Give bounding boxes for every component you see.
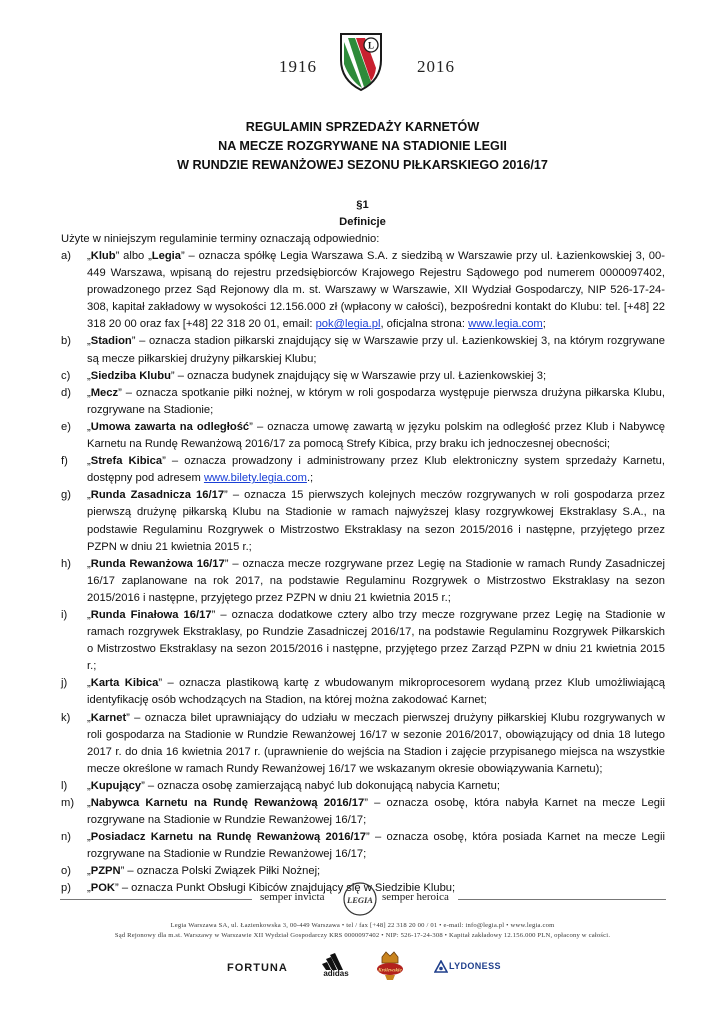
quote-open: „: [87, 608, 91, 621]
year-left: 1916: [279, 57, 317, 76]
item-marker: k): [61, 711, 71, 724]
footer-registry-line: Sąd Rejonowy dla m.st. Warszawy w Warszawie XII Wydział Gospodarczy KRS 0000097402 • NIP: 526-17-24-308 • Kapitał zakładowy 12.156.000 PLN, opłacony w całości.: [114, 932, 611, 939]
quote-open: „: [87, 369, 91, 382]
term-pzpn: PZPN: [90, 865, 121, 878]
term-umowa: Umowa zawarta na odległość: [90, 420, 250, 433]
definition-text: ” – oznacza plastikową kartę z wbudowanym mikroprocesorem wydaną przez Klub umożliwiającą identyfikację osób wchodzących na Stadion, na której można zakodować Karnet;: [87, 677, 665, 707]
item-marker: p): [61, 882, 71, 895]
term-karnet: Karnet: [90, 711, 127, 724]
website-link[interactable]: www.legia.com: [468, 318, 543, 331]
definition-text: ” – oznacza bilet uprawniający do udziału w meczach pierwszej drużyny piłkarskiej Klubu rozgrywanych w roli gospodarza na Stadionie w Rundzie Rewanżowej 16/17 w sezonie 2016/2017, obowiązujący od dnia 18 lutego 2017 r. do dnia 16 kwietnia 2017 r. (uprawnienie do wejścia na Stadion i zajęcie przypisanego miejsca na wszystkie mecze określone w ramach Rundy Rewanżowej 16/17 we wskazanym okresie obowiązywania Karnetu);: [87, 711, 665, 775]
quote-open: „: [87, 250, 91, 262]
definition-item-j: [61, 675, 665, 709]
item-marker: e): [61, 420, 71, 433]
term-legia: Legia: [151, 250, 182, 262]
quote-open: „: [87, 489, 91, 502]
adidas-stripes-icon: [316, 952, 356, 970]
title-line-3: W RUNDZIE REWANŻOWEJ SEZONU PIŁKARSKIEGO 2016/17: [177, 158, 548, 172]
quote-open: „: [87, 711, 91, 724]
section-number: §1: [356, 199, 369, 211]
quote-open: „: [87, 779, 91, 792]
quote-open: „: [87, 335, 91, 348]
definition-item-g: [61, 487, 665, 555]
definition-text: ” – oznacza Polski Związek Piłki Nożnej;: [120, 865, 321, 878]
term-karta-kibica: Karta Kibica: [90, 677, 159, 690]
motto-left: semper invicta: [260, 891, 325, 903]
definition-text: ” – oznacza osobę, która posiada Karnet na mecze Legii rozgrywane na Stadionie w Rundzie Rewanżowej 16/17;: [87, 831, 665, 861]
definition-item-d: [61, 385, 665, 419]
term-stadion: Stadion: [90, 335, 132, 348]
definition-text: ” – oznacza osobę, która nabyła Karnet na mecze Legii rozgrywane na Stadionie w Rundzie Rewanżowej 16/17;: [87, 797, 665, 827]
lyoness-emblem-icon: [434, 960, 448, 974]
sponsor-adidas-logo: [316, 952, 356, 980]
definitions-list: [61, 248, 665, 898]
definition-end: .;: [306, 472, 314, 485]
item-marker: o): [61, 865, 71, 878]
definition-item-f: [61, 453, 665, 487]
definition-item-h: [61, 556, 665, 607]
item-marker: d): [61, 386, 71, 399]
title-line-1: REGULAMIN SPRZEDAŻY KARNETÓW: [245, 120, 480, 134]
definition-text: ” – oznacza spotkanie piłki nożnej, w którym w roli gospodarza występuje pierwsza drużyna piłkarska Klubu, rozgrywane na Stadionie;: [87, 386, 665, 416]
section-heading: Definicje: [339, 216, 386, 228]
tickets-link[interactable]: www.bilety.legia.com: [203, 472, 307, 485]
krolewskie-wordmark: Królewskie: [378, 967, 402, 974]
term-siedziba-klubu: Siedziba Klubu: [90, 369, 171, 382]
definition-item-c: [61, 368, 665, 385]
lyoness-wordmark: LYDONESS: [449, 961, 501, 971]
definition-item-o: [61, 863, 665, 880]
definition-text: ” – oznacza osobę zamierzającą nabyć lub dokonującą nabycia Karnetu;: [141, 779, 500, 792]
year-right: 2016: [417, 57, 455, 76]
item-marker: j): [61, 677, 68, 690]
definition-text: ” – oznacza dodatkowe cztery albo trzy mecze rozgrywane przez Legię na Stadionie w ramach rozgrywek Ekstraklasy, po Rundzie Zasadniczej 2016/17, na podstawie Regulaminu Rozgrywek Piłkarskich o Mistrzostwo Ekstraklasy na sezon 2015/2016 i następne, przyjętego przez Zarząd PZPN w dniu 21 kwietnia 2015 r.;: [87, 608, 665, 673]
item-marker: n): [61, 831, 71, 844]
footer-divider-left: [60, 899, 252, 900]
quote-open: „: [87, 677, 91, 690]
crest-letter: L: [367, 40, 375, 51]
quote-open: „: [87, 882, 91, 895]
motto-right: semper heroica: [382, 891, 449, 903]
item-marker: i): [61, 608, 68, 621]
item-marker: h): [61, 557, 71, 570]
adidas-wordmark: adidas: [323, 969, 349, 978]
sponsor-fortuna-logo: FORTUNA: [227, 962, 288, 974]
term-klub: Klub: [90, 250, 116, 262]
item-marker: c): [61, 369, 71, 382]
title-line-2: NA MECZE ROZGRYWANE NA STADIONIE LEGII: [218, 139, 507, 153]
item-marker: g): [61, 489, 71, 502]
definition-end: ;: [542, 318, 546, 331]
term-pok: POK: [90, 882, 115, 895]
definition-item-n: [61, 829, 665, 863]
legia-crest-icon: [338, 30, 384, 92]
definition-item-e: [61, 419, 665, 453]
term-kupujacy: Kupujący: [90, 779, 142, 792]
footer-contact-line: Legia Warszawa SA, ul. Łazienkowska 3, 00-449 Warszawa • tel / fax [+48] 22 318 20 00 / 01 • e-mail: info@legia.pl • www.legia.com: [170, 922, 555, 929]
term-mecz: Mecz: [90, 386, 119, 399]
quote-open: „: [87, 455, 91, 468]
definition-text: ” – oznacza umowę zawartą w języku polskim na odległość przez Klub i Nabywcę Karnetu na Rundę Rewanżową 2016/17 za pomocą Strefy Kibica, przy braku ich jednoczesnej obecności;: [87, 420, 665, 451]
item-marker: a): [61, 250, 71, 262]
item-marker: f): [61, 455, 68, 468]
sponsor-lyoness-logo: [434, 960, 501, 974]
legia-emblem-icon: [342, 881, 378, 917]
term-posiadacz: Posiadacz Karnetu na Rundę Rewanżową 2016/17: [90, 831, 366, 844]
item-marker: m): [61, 797, 75, 809]
definition-text: ” – oznacza prowadzony i administrowany przez Klub elektroniczny system sprzedaży Karnetu, dostępny pod adresem: [87, 455, 665, 485]
definition-item-m: [61, 795, 665, 829]
quote-open: „: [87, 831, 91, 844]
quote-open: „: [87, 865, 91, 878]
definition-text: ” – oznacza Punkt Obsługi Kibiców znajdujący się w Siedzibie Klubu;: [114, 882, 456, 895]
definition-text: ” – oznacza mecze rozgrywane przez Legię na Stadionie w ramach Rundy Zasadniczej 16/17 zaplanowane na rok 2017, na podstawie Regulaminu Rozgrywek o Mistrzostwo Ekstraklasy na sezon 2015/2016 i następne, przyjętego przez PZPN w dniu 21 kwietnia 2015 r.;: [87, 557, 665, 604]
quote-open: „: [87, 797, 91, 809]
term-runda-finalowa: Runda Finałowa 16/17: [90, 608, 212, 621]
definition-text: ” – oznacza stadion piłkarski znajdujący się w Warszawie przy ul. Łazienkowskiej 3, na którym rozgrywane są mecze piłkarskiej drużyny piłkarskiej Klubu;: [87, 335, 665, 365]
term-runda-rewanzowa: Runda Rewanżowa 16/17: [90, 557, 225, 570]
email-link[interactable]: pok@legia.pl: [315, 318, 381, 331]
sponsor-krolewskie-logo: [376, 951, 404, 981]
quote-open: „: [87, 557, 91, 570]
krolewskie-crest-icon: [376, 951, 404, 981]
term-strefa-kibica: Strefa Kibica: [90, 455, 163, 468]
quote-open: „: [87, 420, 91, 433]
emblem-text: LEGIA: [347, 895, 373, 905]
definition-text-2: , oficjalna strona:: [380, 318, 469, 331]
definition-item-l: [61, 778, 665, 795]
definition-text: ” – oznacza budynek znajdujący się w Warszawie przy ul. Łazienkowskiej 3;: [170, 369, 547, 382]
term-nabywca: Nabywca Karnetu na Rundę Rewanżową 2016/17: [90, 797, 365, 809]
item-marker: l): [61, 779, 68, 792]
definition-item-i: [61, 607, 665, 675]
term-runda-zasadnicza: Runda Zasadnicza 16/17: [90, 489, 225, 502]
definition-item-k: [61, 710, 665, 778]
intro-text: Użyte w niniejszym regulaminie terminy oznaczają odpowiednio:: [61, 233, 380, 245]
separator-text: ” albo „: [115, 250, 152, 262]
definition-item-b: [61, 333, 665, 367]
item-marker: b): [61, 335, 71, 348]
quote-open: „: [87, 386, 91, 399]
definition-item-a: [61, 248, 665, 333]
definition-text: ” – oznacza spółkę Legia Warszawa S.A. z siedzibą w Warszawie przy ul. Łazienkowskiej 3, 00-449 Warszawa, wpisaną do rejestru przedsiębiorców Krajowego Rejestru Sądowego pod numerem 0000097402, prowadzonego przez Sąd Rejonowy dla m. st. Warszawy w Warszawie, XII Wydział Gospodarczy, NIP 526-17-24-308, kapitał zakładowy w wysokości 12.156.000 zł (wpłacony w całości), bezpośredni kontakt do Klubu: tel. [+48] 22 318 20 00 oraz fax [+48] 22 318 20 01, email:: [87, 250, 665, 331]
definition-text: ” – oznacza 15 pierwszych kolejnych meczów rozgrywanych w roli gospodarza przez pierwszą drużynę piłkarską Klubu na Stadionie w ramach najwyższej klasy rozgrywkowej Ekstraklasy S.A., na podstawie Regulaminu Rozgrywek o Mistrzostwo Ekstraklasy na sezon 2015/2016 i następne, przyjętego przez PZPN w dniu 21 kwietnia 2015 r.;: [87, 489, 665, 553]
footer-divider-right: [458, 899, 666, 900]
